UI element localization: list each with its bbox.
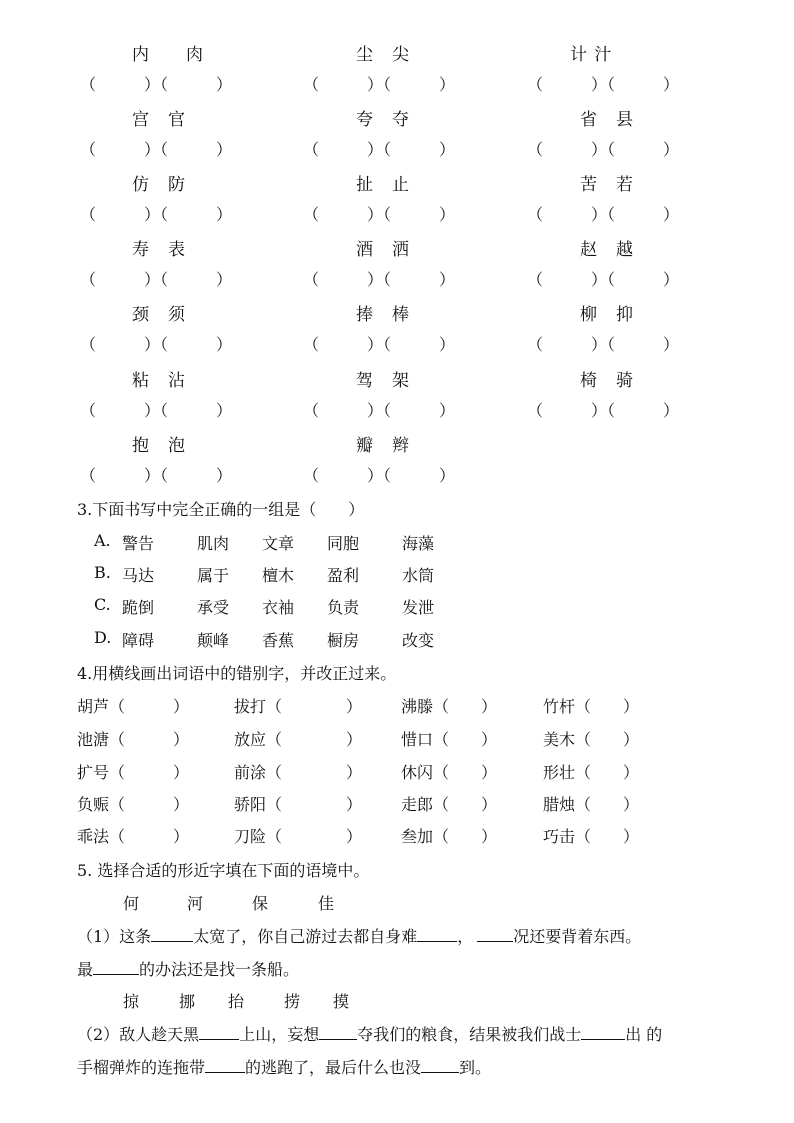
option-word: 负责: [327, 598, 360, 617]
fill-blank[interactable]: [417, 925, 457, 942]
typo-item[interactable]: 骄阳（ ）: [234, 795, 363, 814]
char-pair: 扯 止: [356, 175, 410, 195]
fill-blank[interactable]: [199, 1023, 239, 1040]
choice-char: 掠: [123, 992, 140, 1011]
fill-blank[interactable]: [151, 925, 193, 942]
fill-blank[interactable]: [93, 958, 139, 975]
sentence-text: 最: [77, 960, 94, 979]
char-pair: 尘 尖: [356, 45, 410, 65]
typo-item[interactable]: 形壮（ ）: [543, 763, 640, 782]
option-word: 衣袖: [262, 598, 295, 617]
sentence-text: 到。: [459, 1058, 492, 1077]
question-3-title: 3.下面书写中完全正确的一组是（ ）: [77, 500, 365, 519]
answer-blank[interactable]: （ ）（ ）: [80, 335, 233, 354]
answer-blank[interactable]: （ ）（ ）: [303, 401, 456, 420]
char-pair: 捧 棒: [356, 305, 410, 325]
option-word: 颠峰: [197, 631, 230, 650]
sentence-text: ，: [457, 927, 474, 946]
char-pair: 瓣 辫: [356, 436, 410, 456]
option-label[interactable]: B.: [94, 563, 111, 582]
option-word: 橱房: [327, 631, 360, 650]
answer-blank[interactable]: （ ）（ ）: [527, 335, 680, 354]
char-pair: 省 县: [580, 110, 634, 130]
char-pair: 仿 防: [132, 175, 186, 195]
typo-item[interactable]: 放应（ ）: [234, 730, 363, 749]
option-label[interactable]: A.: [94, 531, 111, 550]
typo-item[interactable]: 巧击（ ）: [543, 827, 640, 846]
answer-blank[interactable]: （ ）（ ）: [80, 140, 233, 159]
sentence-text: （1）这条: [77, 927, 152, 946]
option-word: 警告: [122, 534, 155, 553]
char-pair: 内 肉: [132, 45, 204, 65]
sentence-text: （2）敌人趁天黑: [77, 1025, 200, 1044]
choice-char: 摸: [333, 992, 350, 1011]
sentence-text: 出 的: [625, 1025, 663, 1044]
typo-item[interactable]: 叁加（ ）: [401, 827, 498, 846]
option-word: 发泄: [402, 598, 435, 617]
sentence-text: 的逃跑了，最后什么也没: [245, 1058, 422, 1077]
char-pair: 苦 若: [580, 175, 634, 195]
choice-char: 佳: [318, 894, 335, 913]
typo-item[interactable]: 走郎（ ）: [401, 795, 498, 814]
question-4-title: 4.用横线画出词语中的错别字，并改正过来。: [77, 664, 397, 683]
choice-char: 保: [252, 894, 269, 913]
option-word: 马达: [122, 566, 155, 585]
choice-char: 挪: [179, 992, 196, 1011]
choice-char: 捞: [284, 992, 301, 1011]
sentence-text: 的办法还是找一条船。: [139, 960, 300, 979]
option-word: 海藻: [402, 534, 435, 553]
choice-char: 河: [187, 894, 204, 913]
char-pair: 颈 须: [132, 305, 186, 325]
sentence-text: 太宽了，你自己游过去都自身难: [193, 927, 418, 946]
option-word: 属于: [197, 566, 230, 585]
option-label[interactable]: D.: [94, 628, 112, 647]
typo-item[interactable]: 负赈（ ）: [77, 795, 190, 814]
answer-blank[interactable]: （ ）（ ）: [80, 401, 233, 420]
fill-blank[interactable]: [319, 1023, 357, 1040]
typo-item[interactable]: 休闪（ ）: [401, 763, 498, 782]
option-word: 同胞: [327, 534, 360, 553]
option-word: 文章: [262, 534, 295, 553]
typo-item[interactable]: 沸滕（ ）: [401, 697, 498, 716]
answer-blank[interactable]: （ ）（ ）: [80, 205, 233, 224]
typo-item[interactable]: 前涂（ ）: [234, 763, 363, 782]
typo-item[interactable]: 惜口（ ）: [401, 730, 498, 749]
char-pair: 夸 夺: [356, 110, 410, 130]
typo-item[interactable]: 乖法（ ）: [77, 827, 190, 846]
fill-blank[interactable]: [477, 925, 513, 942]
option-word: 香蕉: [262, 631, 295, 650]
sentence-1-line-1: [77, 924, 641, 947]
answer-blank[interactable]: （ ）（ ）: [527, 270, 680, 289]
char-pair: 寿 表: [132, 240, 186, 260]
fill-blank[interactable]: [205, 1056, 245, 1073]
answer-blank[interactable]: （ ）（ ）: [527, 205, 680, 224]
char-pair: 计 汁: [570, 45, 613, 65]
choice-char: 抬: [228, 992, 245, 1011]
sentence-2-line-1: [77, 1022, 662, 1045]
sentence-2-line-2: [77, 1055, 491, 1078]
sentence-text: 上山，妄想: [239, 1025, 320, 1044]
answer-blank[interactable]: （ ）（ ）: [303, 270, 456, 289]
char-pair: 赵 越: [580, 240, 634, 260]
char-pair: 粘 沾: [132, 371, 186, 391]
fill-blank[interactable]: [581, 1023, 625, 1040]
answer-blank[interactable]: （ ）（ ）: [527, 75, 680, 94]
typo-item[interactable]: 扩号（ ）: [77, 763, 190, 782]
typo-item[interactable]: 拔打（ ）: [234, 697, 363, 716]
question-5-title: 5. 选择合适的形近字填在下面的语境中。: [77, 861, 370, 880]
answer-blank[interactable]: （ ）（ ）: [303, 140, 456, 159]
typo-item[interactable]: 美木（ ）: [543, 730, 640, 749]
char-pair: 酒 洒: [356, 240, 410, 260]
typo-item[interactable]: 腊烛（ ）: [543, 795, 640, 814]
typo-item[interactable]: 胡芦（ ）: [77, 697, 190, 716]
option-word: 障碍: [122, 631, 155, 650]
answer-blank[interactable]: （ ）（ ）: [80, 270, 233, 289]
typo-item[interactable]: 竹杆（ ）: [543, 697, 640, 716]
char-pair: 柳 抑: [580, 305, 634, 325]
option-word: 跪倒: [122, 598, 155, 617]
char-pair: 抱 泡: [132, 436, 186, 456]
sentence-text: 况还要背着东西。: [513, 927, 642, 946]
option-word: 水筒: [402, 566, 435, 585]
answer-blank[interactable]: （ ）（ ）: [80, 75, 233, 94]
sentence-1-line-2: [77, 957, 299, 980]
answer-blank[interactable]: （ ）（ ）: [303, 75, 456, 94]
option-word: 盈利: [327, 566, 360, 585]
option-word: 肌肉: [197, 534, 230, 553]
option-label[interactable]: C.: [94, 595, 111, 614]
fill-blank[interactable]: [421, 1056, 459, 1073]
answer-blank[interactable]: （ ）（ ）: [303, 335, 456, 354]
sentence-text: 夺我们的粮食，结果被我们战士: [357, 1025, 582, 1044]
char-pair: 驾 架: [356, 371, 410, 391]
option-word: 承受: [197, 598, 230, 617]
option-word: 改变: [402, 631, 435, 650]
char-pair: 椅 骑: [580, 371, 634, 391]
option-word: 檀木: [262, 566, 295, 585]
typo-item[interactable]: 刀险（ ）: [234, 827, 363, 846]
sentence-text: 手榴弹炸的连拖带: [77, 1058, 206, 1077]
answer-blank[interactable]: （ ）（ ）: [527, 140, 680, 159]
answer-blank[interactable]: （ ）（ ）: [303, 466, 456, 485]
answer-blank[interactable]: （ ）（ ）: [303, 205, 456, 224]
typo-item[interactable]: 池溏（ ）: [77, 730, 190, 749]
answer-blank[interactable]: （ ）（ ）: [527, 401, 680, 420]
char-pair: 宫 官: [132, 110, 186, 130]
answer-blank[interactable]: （ ）（ ）: [80, 466, 233, 485]
choice-char: 何: [123, 894, 140, 913]
